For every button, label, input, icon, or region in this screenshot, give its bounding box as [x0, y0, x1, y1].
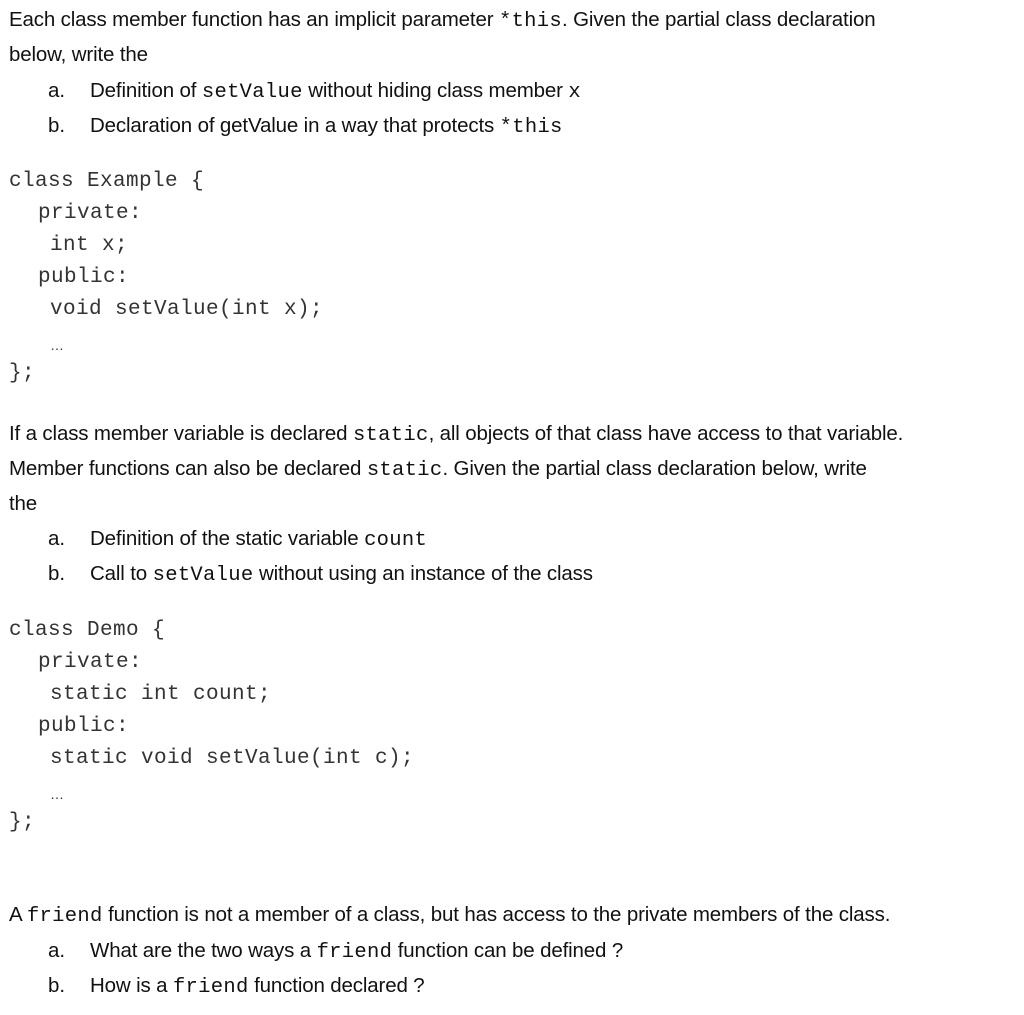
q2-intro-line-3: the [9, 492, 38, 515]
list-marker: b. [48, 974, 66, 997]
list-marker: a. [48, 79, 66, 102]
text: function is not a member of a class, but has access to the private members of the class. [102, 903, 891, 926]
text: Definition of [90, 79, 202, 102]
code: setValue [201, 81, 303, 104]
code-line: public: [38, 266, 130, 289]
text: Declaration of getValue in a way that protects [90, 114, 500, 137]
code: count [364, 529, 428, 552]
q2-intro-line-2 [9, 457, 867, 483]
text: without using an instance of the class [253, 562, 593, 585]
code: *this [499, 116, 563, 139]
ellipsis: … [50, 786, 65, 802]
code-line: private: [38, 651, 143, 674]
text: What are the two ways a [90, 939, 317, 962]
q2-intro-line-1 [9, 422, 903, 448]
text: function declared ? [248, 974, 425, 997]
text: How is a [90, 974, 173, 997]
code-line: private: [38, 202, 143, 225]
code: static [366, 459, 443, 482]
q2-item-a-text [90, 527, 427, 553]
code-line: class Demo { [9, 619, 166, 642]
text: If a class member variable is declared [9, 422, 353, 445]
text: A [9, 903, 27, 926]
text: without hiding class member [302, 79, 569, 102]
text: . Given the partial class declaration below, write [442, 457, 867, 480]
code-line: static int count; [50, 683, 272, 706]
q1-intro-line-2: below, write the [9, 43, 148, 66]
ellipsis: … [50, 337, 65, 353]
code-line: static void setValue(int c); [50, 747, 415, 770]
code-line: }; [9, 362, 36, 385]
list-marker: a. [48, 939, 66, 962]
code: static [352, 424, 429, 447]
q3-item-a-text [90, 939, 623, 965]
code-line: class Example { [9, 170, 205, 193]
list-marker: b. [48, 562, 66, 585]
text: Definition of the static variable [90, 527, 365, 550]
code: setValue [152, 564, 254, 587]
text: , all objects of that class have access to that variable. [428, 422, 904, 445]
q1-item-b-text [90, 114, 563, 140]
code-line: public: [38, 715, 130, 738]
list-marker: a. [48, 527, 66, 550]
q1-this-code: *this [498, 10, 562, 33]
q3-item-b-text [90, 974, 425, 1000]
q3-intro-line-1 [9, 903, 890, 929]
q1-intro-text: Each class member function has an implicit parameter [9, 8, 499, 31]
code: friend [172, 976, 249, 999]
q1-item-a-text [90, 79, 581, 105]
text: Member functions can also be declared [9, 457, 367, 480]
text: function can be defined ? [392, 939, 624, 962]
q1-intro-line-1 [9, 8, 876, 34]
q2-item-b-text [90, 562, 593, 588]
code-line: }; [9, 811, 36, 834]
q1-intro-end: . Given the partial class declaration [561, 8, 876, 31]
code: x [568, 81, 581, 104]
code-line: void setValue(int x); [50, 298, 324, 321]
code: friend [316, 941, 393, 964]
code-line: int x; [50, 234, 129, 257]
text: Call to [90, 562, 153, 585]
list-marker: b. [48, 114, 66, 137]
code: friend [26, 905, 103, 928]
